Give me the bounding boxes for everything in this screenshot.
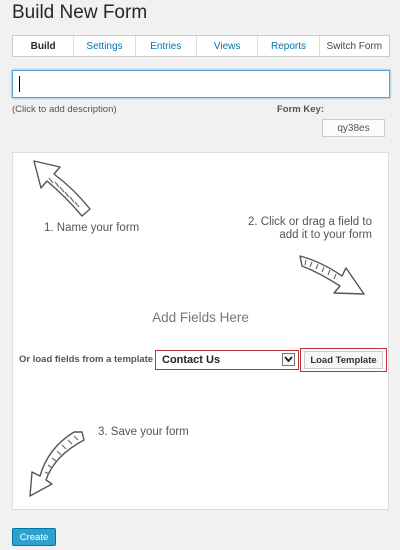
form-key-input[interactable]: qy38es (322, 119, 385, 137)
tab-switch-form[interactable]: Switch Form (326, 40, 383, 52)
step-add-field (232, 216, 372, 242)
step-name-your-form: 1. Name your form (44, 222, 140, 234)
tab-views[interactable]: Views (197, 36, 258, 56)
arrow-down-left-icon (22, 428, 88, 500)
form-key-label: Form Key: (277, 104, 324, 115)
create-button[interactable]: Create (12, 528, 56, 546)
add-fields-placeholder: Add Fields Here (152, 310, 249, 325)
step-save-form: 3. Save your form (98, 426, 189, 438)
template-selected-value: Contact Us (162, 354, 221, 366)
arrow-up-left-icon (28, 157, 94, 219)
load-template-highlight (300, 348, 387, 372)
template-select[interactable] (155, 350, 299, 370)
step-add-field-line2: add it to your form (279, 229, 372, 241)
step-add-field-line1: 2. Click or drag a field to (247, 216, 372, 228)
form-tabs (12, 35, 390, 57)
form-name-input[interactable] (12, 70, 390, 98)
arrow-down-right-icon (298, 248, 370, 300)
tab-entries[interactable]: Entries (136, 36, 197, 56)
text-caret (19, 76, 20, 92)
tab-build[interactable]: Build (13, 36, 74, 56)
tab-settings[interactable]: Settings (74, 36, 135, 56)
page-title: Build New Form (12, 2, 148, 23)
tab-reports[interactable]: Reports (258, 36, 319, 56)
form-description-hint[interactable]: (Click to add description) (12, 104, 117, 115)
load-template-button[interactable]: Load Template (304, 351, 383, 369)
chevron-down-icon[interactable] (282, 353, 295, 366)
template-label: Or load fields from a template (19, 354, 154, 365)
